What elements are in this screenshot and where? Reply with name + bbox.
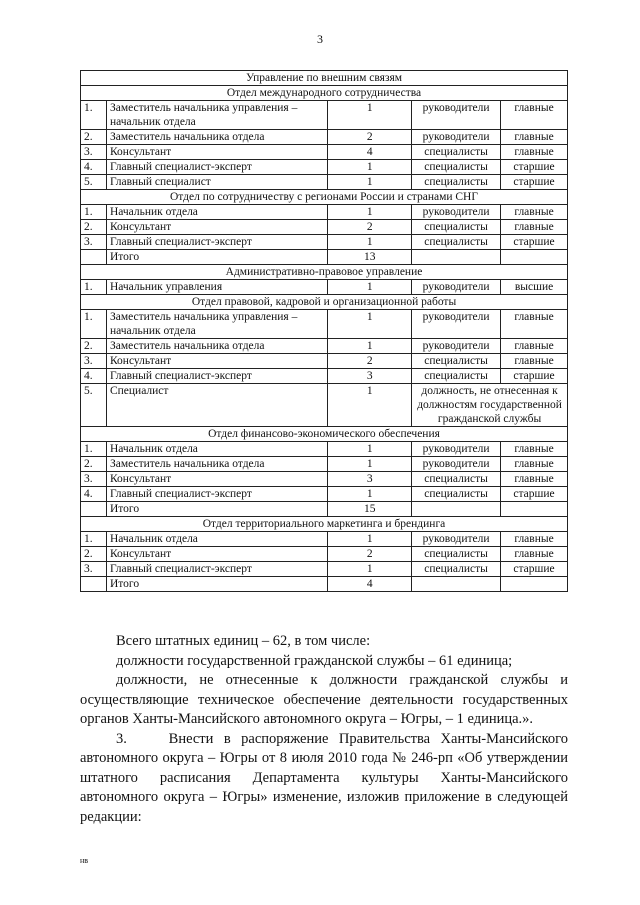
staff-category: руководители: [412, 101, 501, 130]
row-number: 4.: [81, 487, 107, 502]
position-title: Главный специалист-эксперт: [106, 562, 327, 577]
unit-count: 1: [328, 280, 412, 295]
staff-category: руководители: [412, 280, 501, 295]
total-row: [81, 502, 568, 517]
table-row: [81, 101, 568, 130]
page-number: 3: [317, 32, 323, 46]
staff-category: специалисты: [412, 220, 501, 235]
row-number: 4.: [81, 160, 107, 175]
row-number: 3.: [81, 472, 107, 487]
section-heading-row: [81, 71, 568, 86]
position-title: Заместитель начальника отдела: [106, 339, 327, 354]
row-number: 3.: [81, 235, 107, 250]
table-row: [81, 130, 568, 145]
section-heading-row: [81, 190, 568, 205]
row-number: 1.: [81, 442, 107, 457]
staff-category: [412, 577, 501, 592]
section-heading: Административно-правовое управление: [81, 265, 568, 280]
unit-count: 2: [328, 354, 412, 369]
staff-category: руководители: [412, 205, 501, 220]
staff-group: главные: [501, 442, 568, 457]
position-title: Главный специалист: [106, 175, 327, 190]
row-number: 2.: [81, 130, 107, 145]
staff-table: [80, 70, 568, 592]
staff-group: главные: [501, 547, 568, 562]
staff-category: специалисты: [412, 562, 501, 577]
table-row: [81, 547, 568, 562]
row-number: 1.: [81, 532, 107, 547]
table-row: [81, 487, 568, 502]
table-row: [81, 235, 568, 250]
row-number: 5.: [81, 175, 107, 190]
staff-group: главные: [501, 457, 568, 472]
table-row: [81, 310, 568, 339]
unit-count: 1: [328, 310, 412, 339]
unit-count: 1: [328, 562, 412, 577]
position-title: Консультант: [106, 354, 327, 369]
position-title: Заместитель начальника управления – начальник отдела: [106, 101, 327, 130]
summary-civil-service: должности государственной гражданской службы – 61 единица;: [116, 652, 513, 669]
position-title: Специалист: [106, 384, 327, 427]
row-number: [81, 502, 107, 517]
table-row: [81, 205, 568, 220]
staff-group: главные: [501, 354, 568, 369]
unit-count: 4: [328, 145, 412, 160]
section-heading: Отдел территориального маркетинга и брендинга: [81, 517, 568, 532]
unit-count: 2: [328, 547, 412, 562]
unit-count: 1: [328, 101, 412, 130]
staff-group: старшие: [501, 369, 568, 384]
position-title: Консультант: [106, 472, 327, 487]
position-title: Главный специалист-эксперт: [106, 160, 327, 175]
summary-total: Всего штатных единиц – 62, в том числе:: [116, 633, 371, 649]
staff-group: [501, 577, 568, 592]
position-title: Заместитель начальника отдела: [106, 130, 327, 145]
executor-initials: нв: [80, 856, 89, 865]
table-row: [81, 442, 568, 457]
table-row: [81, 532, 568, 547]
unit-count: 13: [328, 250, 412, 265]
unit-count: 3: [328, 472, 412, 487]
section-heading: Отдел по сотрудничеству с регионами России и странами СНГ: [81, 190, 568, 205]
unit-count: 1: [328, 160, 412, 175]
table-row: [81, 339, 568, 354]
unit-count: 2: [328, 130, 412, 145]
staff-category: специалисты: [412, 369, 501, 384]
unit-count: 1: [328, 339, 412, 354]
staff-group: старшие: [501, 487, 568, 502]
staff-group: главные: [501, 205, 568, 220]
staff-category: специалисты: [412, 235, 501, 250]
staff-group: главные: [501, 130, 568, 145]
staff-group: старшие: [501, 175, 568, 190]
position-title: Главный специалист-эксперт: [106, 369, 327, 384]
row-number: [81, 577, 107, 592]
position-title: Заместитель начальника отдела: [106, 457, 327, 472]
row-number: 1.: [81, 101, 107, 130]
position-title: Консультант: [106, 547, 327, 562]
position-title: Консультант: [106, 220, 327, 235]
staff-group: старшие: [501, 235, 568, 250]
position-title: Итого: [106, 502, 327, 517]
position-title: Начальник отдела: [106, 442, 327, 457]
staff-group: старшие: [501, 562, 568, 577]
staff-group: [501, 250, 568, 265]
row-number: 1.: [81, 205, 107, 220]
staff-category: руководители: [412, 310, 501, 339]
table-row: [81, 354, 568, 369]
unit-count: 4: [328, 577, 412, 592]
paragraph-item-3: 3. Внести в распоряжение Правительства Ханты-Мансийского автономного округа – Югры от 8 июля 2010 года № 246-рп «Об утверждении штатного расписания Департамента культуры Ханты-Мансийского автономного округа – Югры» изменение, изложив приложение в следующей редакции:: [80, 730, 568, 825]
row-number: 2.: [81, 339, 107, 354]
row-number: 3.: [81, 145, 107, 160]
staff-category: руководители: [412, 457, 501, 472]
staff-category: руководители: [412, 130, 501, 145]
table-row: [81, 145, 568, 160]
unit-count: 2: [328, 220, 412, 235]
unit-count: 1: [328, 487, 412, 502]
summary-non-civil: должности, не отнесенные к должности гражданской службы и осуществляющие техническое обеспечение деятельности государственных органов Ханты-Мансийского автономного округа – Югры, – 1 единица.».: [80, 672, 568, 727]
section-heading-row: [81, 86, 568, 101]
staff-group: главные: [501, 220, 568, 235]
unit-count: 1: [328, 442, 412, 457]
staff-group: главные: [501, 532, 568, 547]
table-row: [81, 562, 568, 577]
position-title: Главный специалист-эксперт: [106, 235, 327, 250]
row-number: 1.: [81, 310, 107, 339]
staff-category: [412, 250, 501, 265]
unit-count: 1: [328, 532, 412, 547]
staff-group: главные: [501, 339, 568, 354]
unit-count: 1: [328, 235, 412, 250]
table-row: [81, 220, 568, 235]
table-row: [81, 175, 568, 190]
staff-category: руководители: [412, 442, 501, 457]
row-number: 2.: [81, 220, 107, 235]
row-number: 2.: [81, 457, 107, 472]
staff-category: специалисты: [412, 487, 501, 502]
section-heading-row: [81, 427, 568, 442]
unit-count: 15: [328, 502, 412, 517]
staff-category: специалисты: [412, 472, 501, 487]
section-heading: Отдел правовой, кадровой и организационной работы: [81, 295, 568, 310]
staff-group: старшие: [501, 160, 568, 175]
staff-group: главные: [501, 472, 568, 487]
staff-category: специалисты: [412, 145, 501, 160]
staff-group: [501, 502, 568, 517]
row-number: 5.: [81, 384, 107, 427]
table-row: [81, 369, 568, 384]
section-heading: Управление по внешним связям: [81, 71, 568, 86]
table-row: [81, 457, 568, 472]
staff-group: высшие: [501, 280, 568, 295]
unit-count: 1: [328, 457, 412, 472]
staff-category: [412, 502, 501, 517]
position-title: Консультант: [106, 145, 327, 160]
staff-category: руководители: [412, 532, 501, 547]
position-title: Итого: [106, 250, 327, 265]
row-number: 4.: [81, 369, 107, 384]
unit-count: 1: [328, 175, 412, 190]
staff-table-body: [81, 71, 568, 592]
table-row: [81, 160, 568, 175]
position-title: Начальник управления: [106, 280, 327, 295]
unit-count: 1: [328, 205, 412, 220]
row-number: 2.: [81, 547, 107, 562]
summary-text: [80, 632, 568, 827]
section-heading-row: [81, 265, 568, 280]
total-row: [81, 577, 568, 592]
row-number: 3.: [81, 562, 107, 577]
position-title: Начальник отдела: [106, 205, 327, 220]
staff-category: специалисты: [412, 175, 501, 190]
staff-category: специалисты: [412, 354, 501, 369]
section-heading-row: [81, 295, 568, 310]
table-row: [81, 384, 568, 427]
row-number: 3.: [81, 354, 107, 369]
row-number: [81, 250, 107, 265]
staff-category: специалисты: [412, 547, 501, 562]
staff-group: главные: [501, 310, 568, 339]
staff-group: главные: [501, 101, 568, 130]
position-title: Итого: [106, 577, 327, 592]
unit-count: 1: [328, 384, 412, 427]
total-row: [81, 250, 568, 265]
position-title: Главный специалист-эксперт: [106, 487, 327, 502]
position-title: Заместитель начальника управления – начальник отдела: [106, 310, 327, 339]
section-heading: Отдел международного сотрудничества: [81, 86, 568, 101]
staff-category: специалисты: [412, 160, 501, 175]
section-heading-row: [81, 517, 568, 532]
category-note: должность, не отнесенная к должностям государственной гражданской службы: [412, 384, 568, 427]
position-title: Начальник отдела: [106, 532, 327, 547]
section-heading: Отдел финансово-экономического обеспечения: [81, 427, 568, 442]
row-number: 1.: [81, 280, 107, 295]
table-row: [81, 280, 568, 295]
table-row: [81, 472, 568, 487]
unit-count: 3: [328, 369, 412, 384]
staff-group: главные: [501, 145, 568, 160]
staff-category: руководители: [412, 339, 501, 354]
